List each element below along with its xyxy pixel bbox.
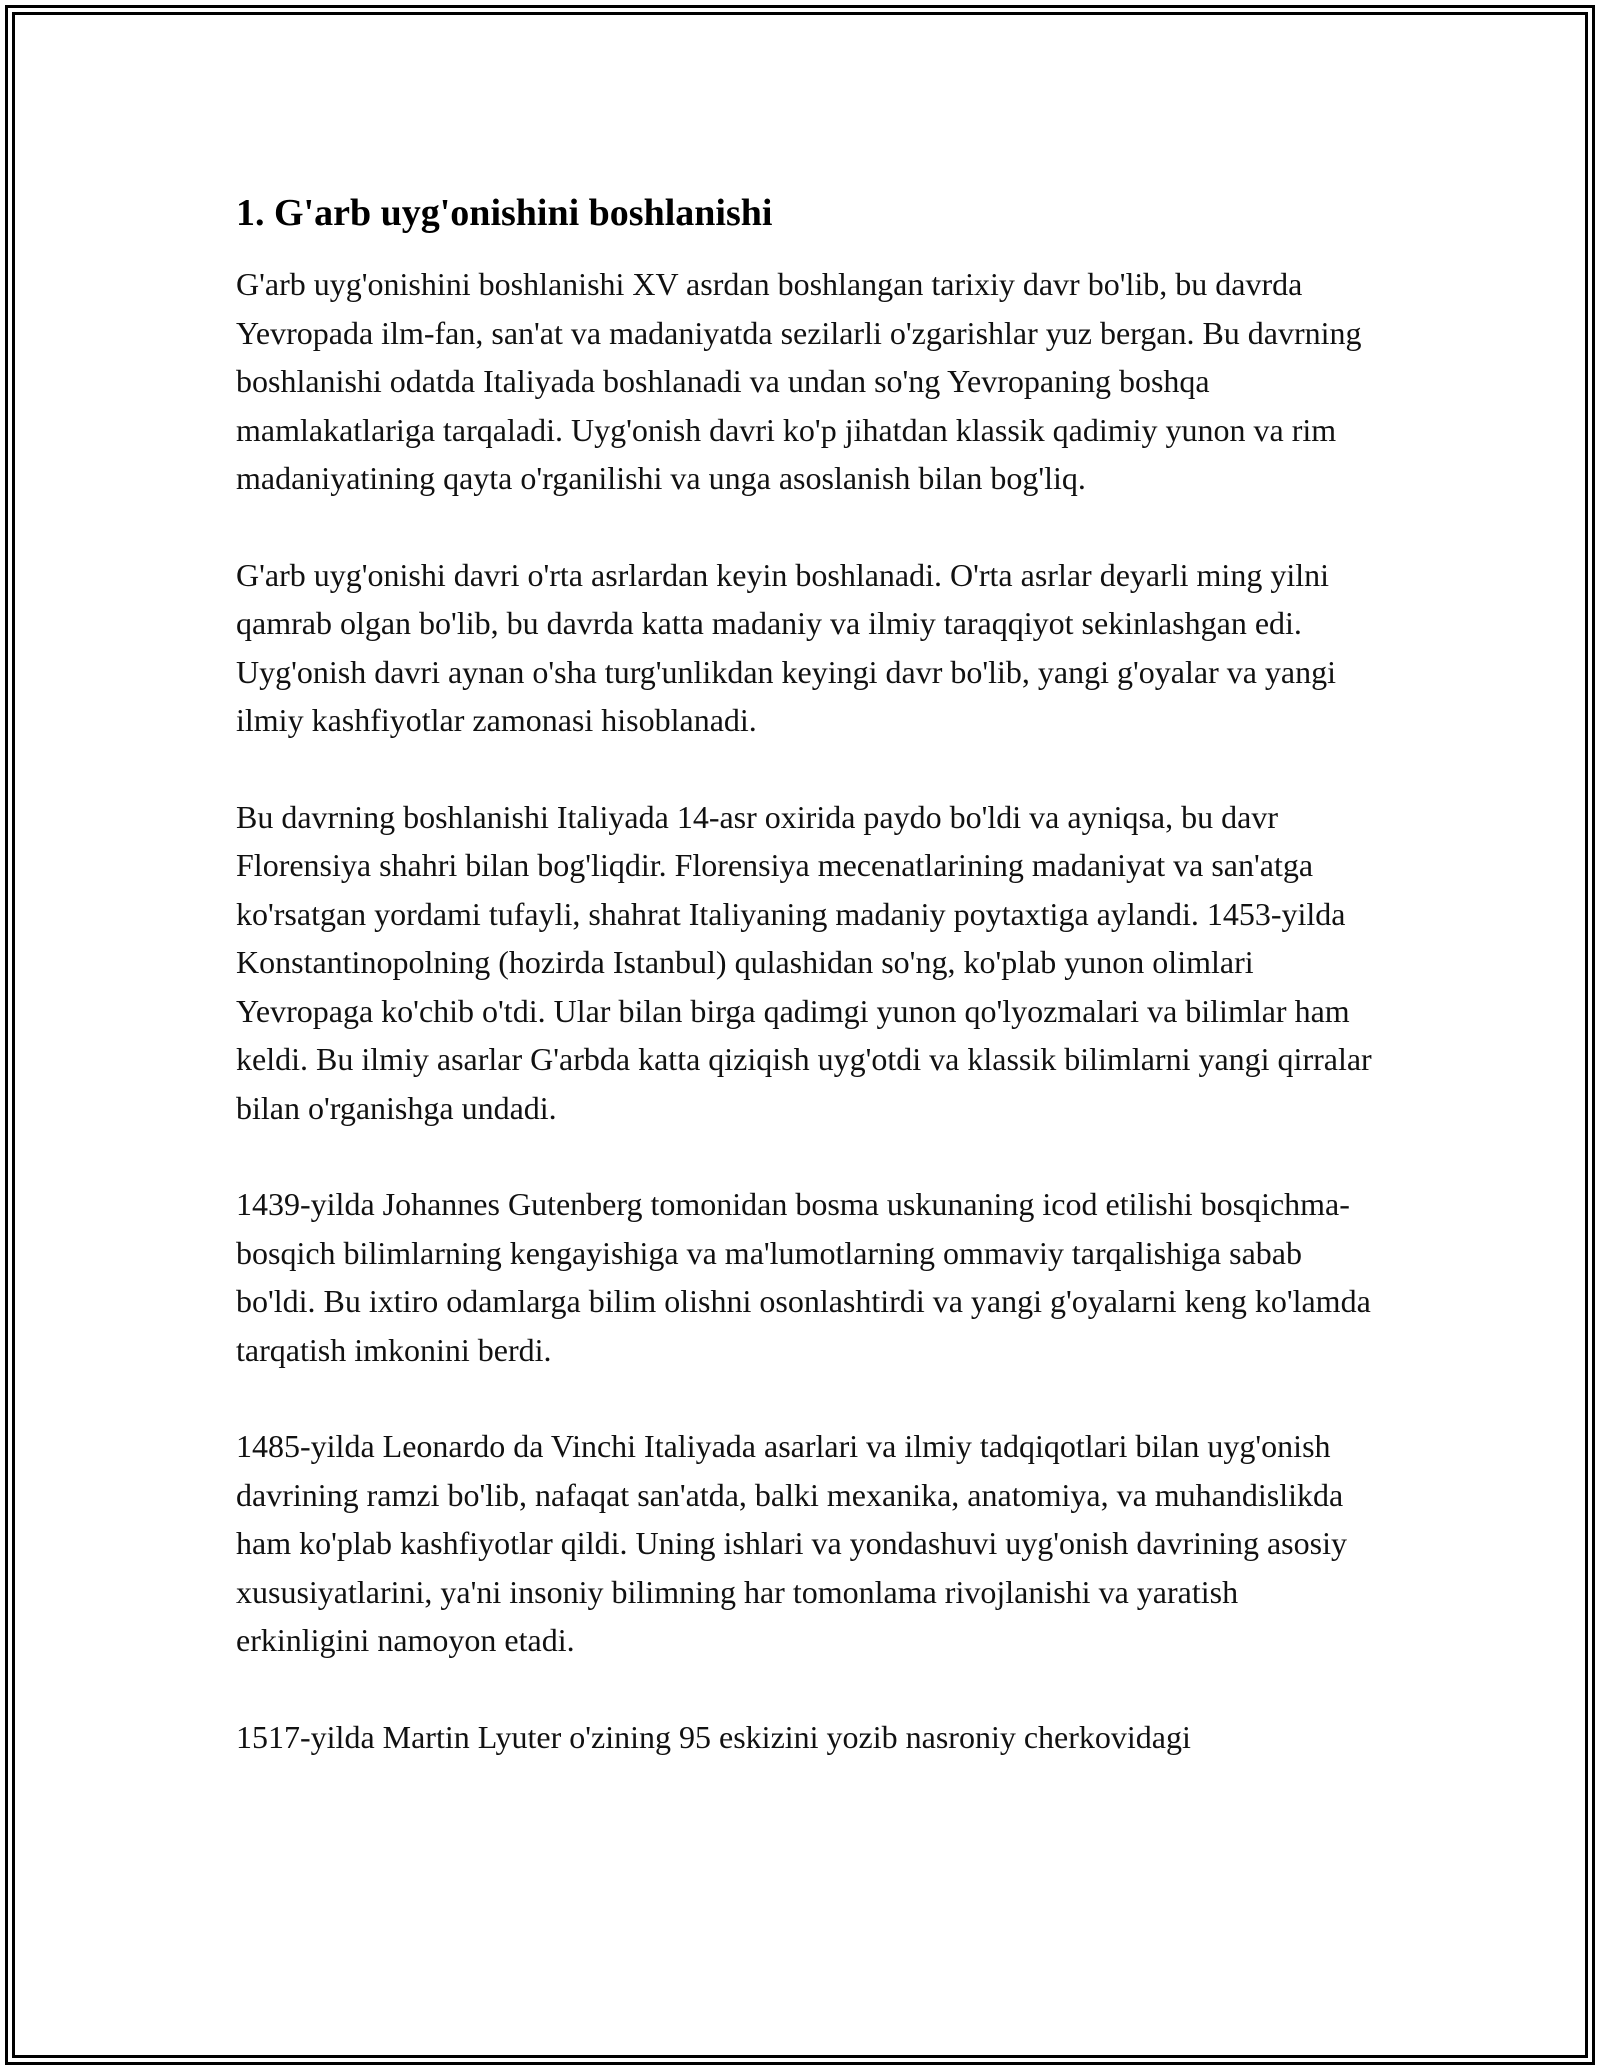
- paragraph-leonardo: 1485-yilda Leonardo da Vinchi Italiyada asarlari va ilmiy tadqiqotlari bilan uyg'onish davrining ramzi bo'lib, nafaqat san'atda, balki mexanika, anatomiya, va muhandislikda ham ko'plab kashfiyotlar qildi. Uning ishlari va yondashuvi uyg'onish davrining asosiy xususiyatlarini, ya'ni insoniy bilimning har tomonlama rivojlanishi va yaratish erkinligini namoyon etadi.: [236, 1428, 1347, 1658]
- paragraph-middle-ages: G'arb uyg'onishi davri o'rta asrlardan keyin boshlanadi. O'rta asrlar deyarli ming yilni qamrab olgan bo'lib, bu davrda katta madaniy va ilmiy taraqqiyot sekinlashgan edi. Uyg'onish davri aynan o'sha turg'unlikdan keyingi davr bo'lib, yangi g'oyalar va yangi ilmiy kashfiyotlar zamonasi hisoblanadi.: [236, 556, 1337, 738]
- section-heading: 1. G'arb uyg'onishini boshlanishi: [236, 192, 773, 234]
- document-body: [236, 186, 1376, 1761]
- paragraph-luther: 1517-yilda Martin Lyuter o'zining 95 eskizini yozib nasroniy cherkovidagi: [236, 1718, 1191, 1755]
- paragraph-gutenberg: 1439-yilda Johannes Gutenberg tomonidan bosma uskunaning icod etilishi bosqichma-bosqich bilimlarning kengayishiga va ma'lumotlarning ommaviy tarqalishiga sabab bo'ldi. Bu ixtiro odamlarga bilim olishni osonlashtirdi va yangi g'oyalarni keng ko'lamda tarqatish imkonini berdi.: [236, 1186, 1371, 1368]
- paragraph-intro: G'arb uyg'onishini boshlanishi XV asrdan boshlangan tarixiy davr bo'lib, bu davrda Yevropada ilm-fan, san'at va madaniyatda sezilarli o'zgarishlar yuz bergan. Bu davrning boshlanishi odatda Italiyada boshlanadi va undan so'ng Yevropaning boshqa mamlakatlariga tarqaladi. Uyg'onish davri ko'p jihatdan klassik qadimiy yunon va rim madaniyatining qayta o'rganilishi va unga asoslanish bilan bog'liq.: [236, 266, 1362, 496]
- paragraph-florence: Bu davrning boshlanishi Italiyada 14-asr oxirida paydo bo'ldi va ayniqsa, bu davr Florensiya shahri bilan bog'liqdir. Florensiya mecenatlarining madaniyat va san'atga ko'rsatgan yordami tufayli, shahrat Italiyaning madaniy poytaxtiga aylandi. 1453-yilda Konstantinopolning (hozirda Istanbul) qulashidan so'ng, ko'plab yunon olimlari Yevropaga ko'chib o'tdi. Ular bilan birga qadimgi yunon qo'lyozmalari va bilimlar ham keldi. Bu ilmiy asarlar G'arbda katta qiziqish uyg'otdi va klassik bilimlarni yangi qirralar bilan o'rganishga undadi.: [236, 798, 1372, 1126]
